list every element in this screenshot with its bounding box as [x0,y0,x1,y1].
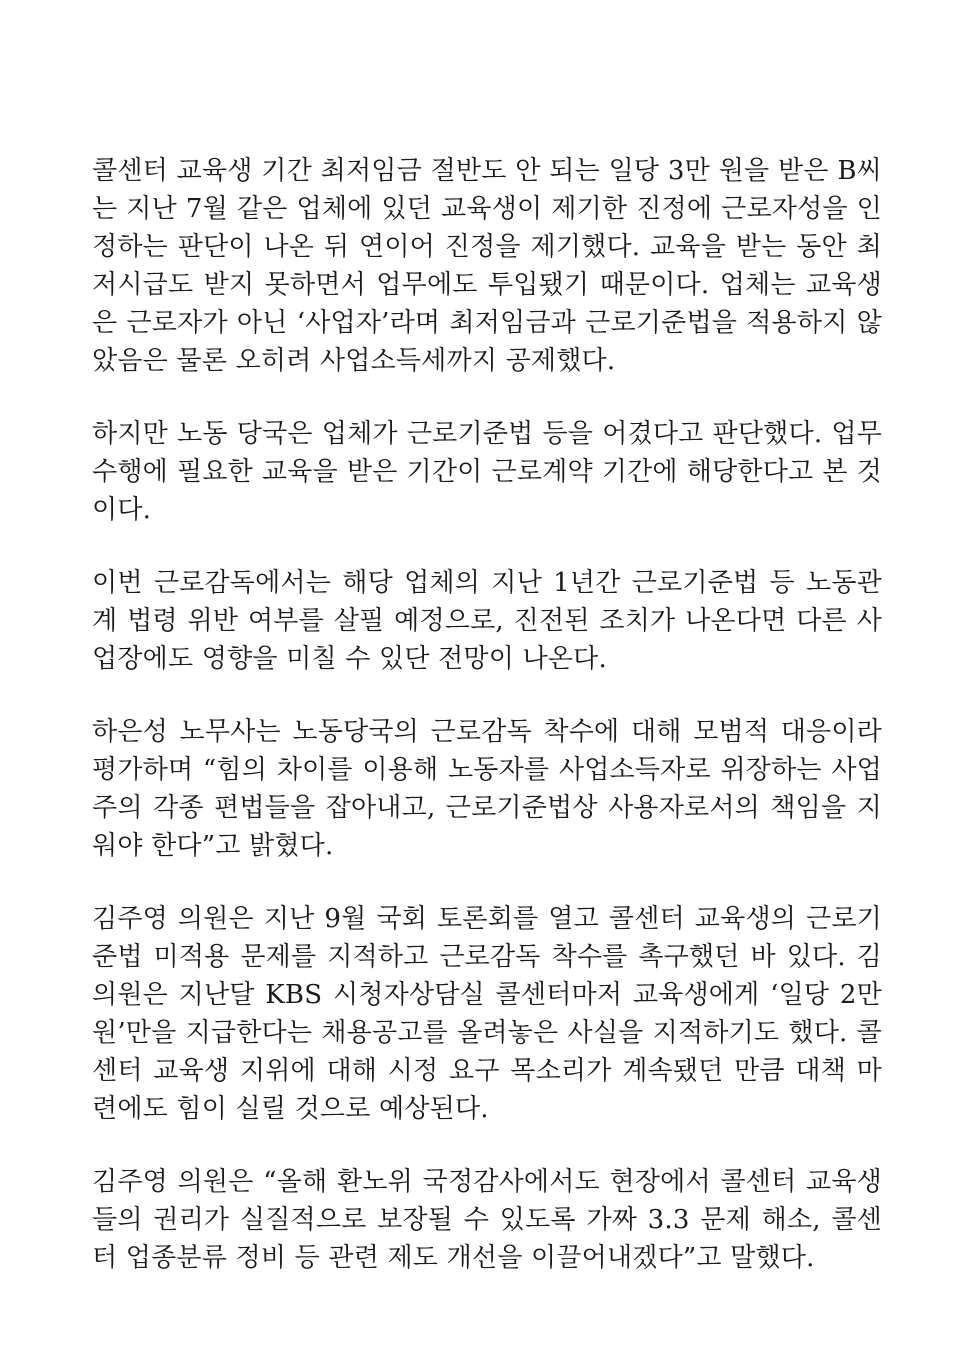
paragraph: 김주영 의원은 지난 9월 국회 토론회를 열고 콜센터 교육생의 근로기준법 미적용 문제를 지적하고 근로감독 착수를 촉구했던 바 있다. 김 의원은 지난달 KBS 시청자상담실 콜센터마저 교육생에게 ‘일당 2만원’만을 지급한다는 채용공고를 올려놓은 사실을 지적하기도 했다. 콜센터 교육생 지위에 대해 시정 요구 목소리가 계속됐던 만큼 대책 마련에도 힘이 실릴 것으로 예상된다. [92,904,882,1124]
paragraph: 콜센터 교육생 기간 최저임금 절반도 안 되는 일당 3만 원을 받은 B씨는 지난 7월 같은 업체에 있던 교육생이 제기한 진정에 근로자성을 인정하는 판단이 나온 뒤 연이어 진정을 제기했다. 교육을 받는 동안 최저시급도 받지 못하면서 업무에도 투입됐기 때문이다. 업체는 교육생은 근로자가 아닌 ‘사업자’라며 최저임금과 근로기준법을 적용하지 않았음은 물론 오히려 사업소득세까지 공제했다. [92,156,882,376]
article-body [92,152,882,1277]
paragraph: 하지만 노동 당국은 업체가 근로기준법 등을 어겼다고 판단했다. 업무수행에 필요한 교육을 받은 기간이 근로계약 기간에 해당한다고 본 것이다. [92,419,882,525]
paragraph: 이번 근로감독에서는 해당 업체의 지난 1년간 근로기준법 등 노동관계 법령 위반 여부를 살필 예정으로, 진전된 조치가 나온다면 다른 사업장에도 영향을 미칠 수 있단 전망이 나온다. [92,568,882,674]
paragraph: 김주영 의원은 “올해 환노위 국정감사에서도 현장에서 콜센터 교육생들의 권리가 실질적으로 보장될 수 있도록 가짜 3.3 문제 해소, 콜센터 업종분류 정비 등 관련 제도 개선을 이끌어내겠다”고 말했다. [92,1167,882,1273]
paragraph: 하은성 노무사는 노동당국의 근로감독 착수에 대해 모범적 대응이라 평가하며 “힘의 차이를 이용해 노동자를 사업소득자로 위장하는 사업주의 각종 편법들을 잡아내고, 근로기준법상 사용자로서의 책임을 지워야 한다”고 밝혔다. [92,717,882,861]
